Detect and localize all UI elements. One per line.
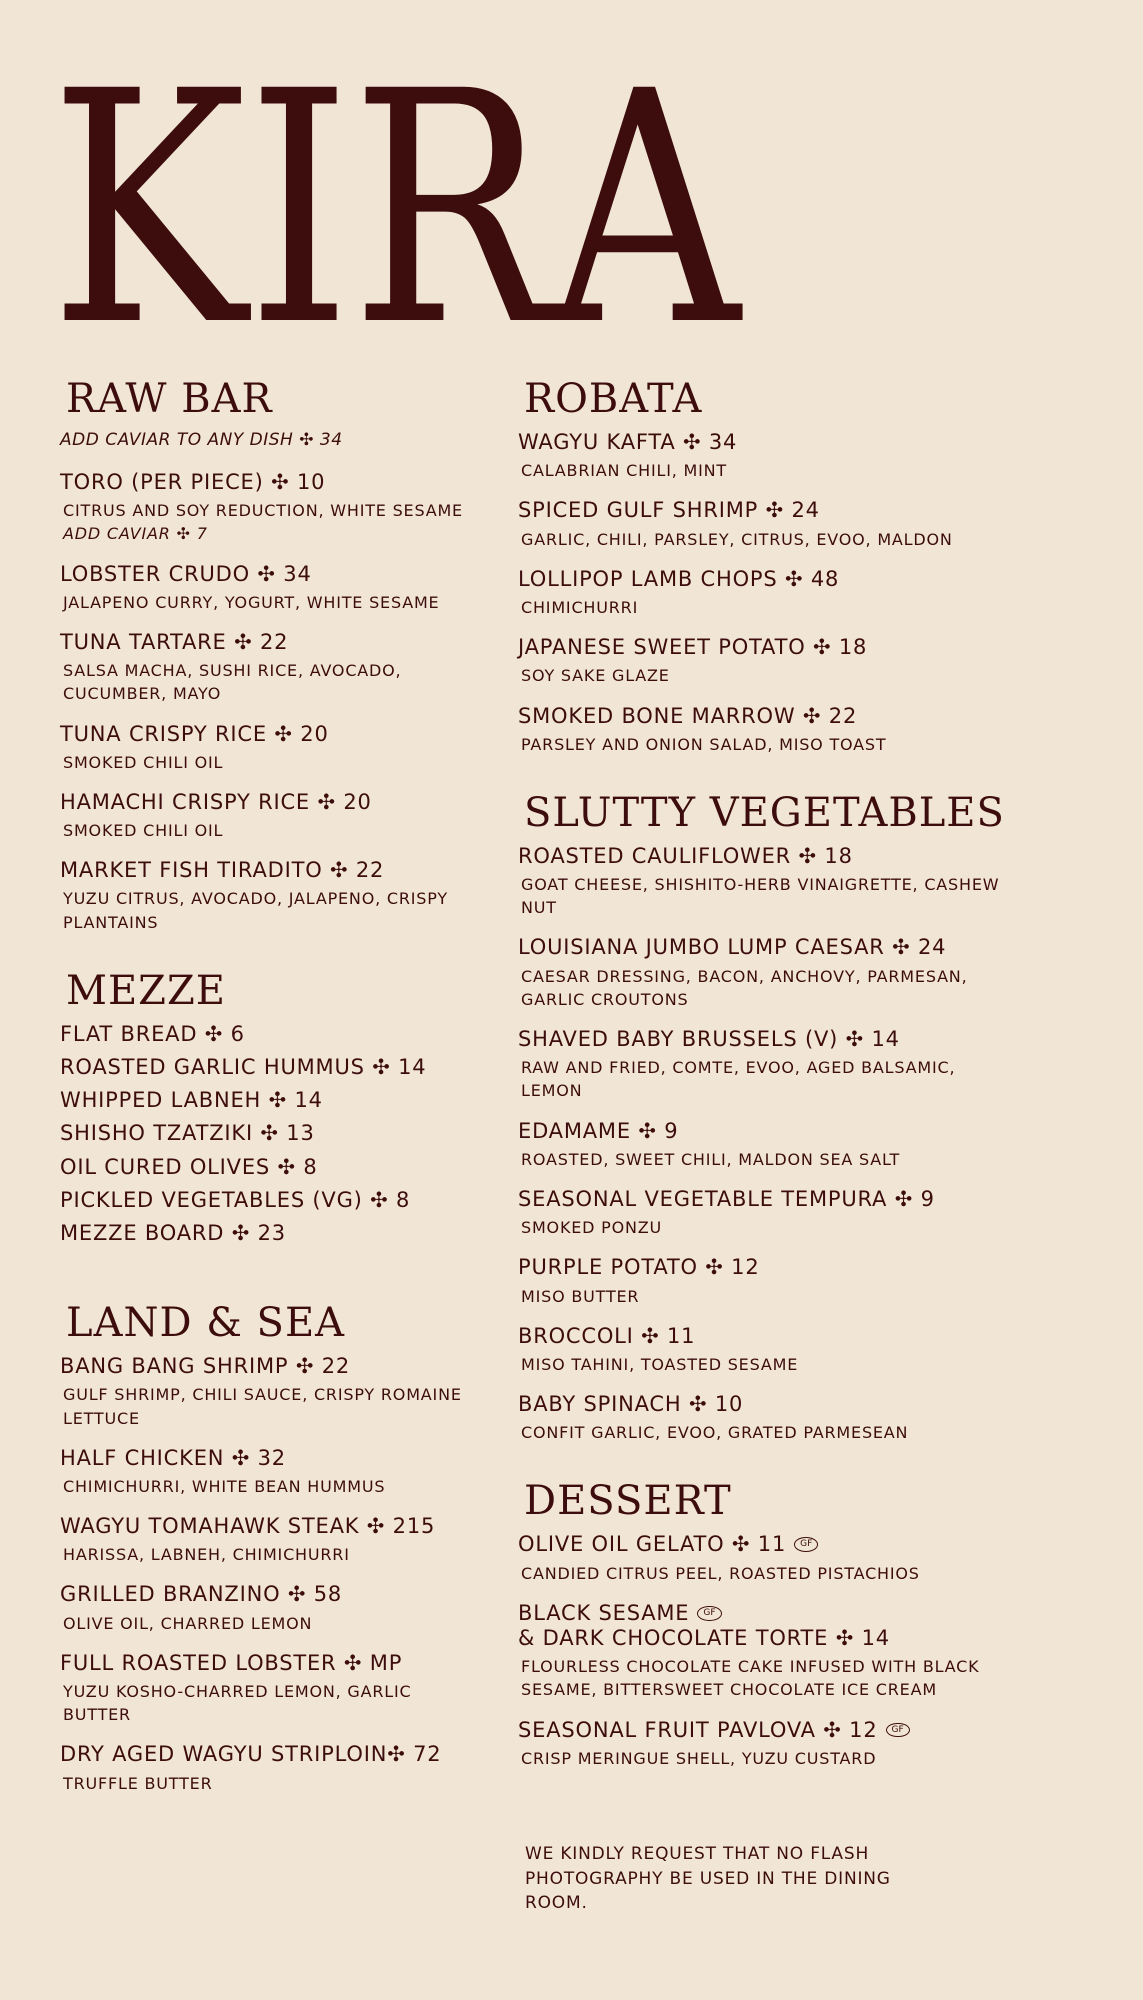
item-name: MEZZE BOARD ✣ 23: [60, 1220, 286, 1245]
section-title: ROBATA: [524, 376, 703, 422]
item-desc-text: CITRUS AND SOY REDUCTION, WHITE SESAME: [63, 501, 463, 521]
item-name-row: [518, 1718, 1018, 1743]
item-desc: YUZU CITRUS, AVOCADO, JALAPENO, CRISPY PLANTAINS: [63, 889, 448, 932]
item-desc: SOY SAKE GLAZE: [521, 666, 670, 686]
section-title: SLUTTY VEGETABLES: [524, 789, 1005, 836]
menu-item: [518, 1324, 1018, 1376]
menu-item: [518, 1027, 1018, 1103]
dessert-section: [518, 1480, 1018, 1770]
item-name: SHISHO TZATZIKI ✣ 13: [60, 1121, 315, 1146]
menu-item: [518, 1718, 1018, 1770]
menu-item: [60, 470, 480, 546]
menu-item: [60, 1088, 480, 1113]
item-desc: SMOKED PONZU: [521, 1218, 663, 1238]
menu-item: [60, 790, 480, 842]
item-name: BABY SPINACH ✣ 10: [518, 1392, 744, 1417]
item-name: SEASONAL VEGETABLE TEMPURA ✣ 9: [518, 1186, 935, 1211]
menu-item: [60, 630, 480, 706]
menu-item: [518, 1392, 1018, 1444]
item-name: DRY AGED WAGYU STRIPLOIN✣ 72: [60, 1742, 442, 1767]
item-name-line2: & DARK CHOCOLATE TORTE ✣ 14: [518, 1626, 890, 1650]
item-name: SHAVED BABY BRUSSELS (V) ✣ 14: [518, 1027, 900, 1051]
item-name: BANG BANG SHRIMP ✣ 22: [60, 1354, 351, 1379]
item-name: PICKLED VEGETABLES (VG) ✣ 8: [60, 1187, 411, 1212]
item-name: JAPANESE SWEET POTATO ✣ 18: [518, 635, 868, 660]
menu-item: [60, 1188, 480, 1213]
menu-item: [518, 704, 1018, 756]
land-sea-section: [60, 1302, 480, 1795]
item-name: MARKET FISH TIRADITO ✣ 22: [60, 858, 385, 883]
item-name: SEASONAL FRUIT PAVLOVA ✣ 12: [518, 1717, 878, 1742]
menu-item: [60, 1121, 480, 1146]
menu-item: [518, 1187, 1018, 1239]
section-title: RAW BAR: [66, 376, 273, 422]
menu-item: [60, 1155, 480, 1180]
flash-photography-notice: WE KINDLY REQUEST THAT NO FLASH PHOTOGRAPHY BE USED IN THE DINING ROOM.: [525, 1844, 891, 1914]
item-name-row: [518, 1532, 1018, 1557]
left-column: [60, 378, 480, 1811]
item-desc: OLIVE OIL, CHARRED LEMON: [63, 1613, 313, 1633]
slutty-vegetables-section: [518, 789, 1018, 1445]
logo-text: KIRA: [50, 80, 744, 340]
item-name: OIL CURED OLIVES ✣ 8: [60, 1154, 318, 1179]
item-desc: CHIMICHURRI: [521, 597, 639, 617]
item-name-row: [518, 1601, 1018, 1626]
menu-item: [518, 567, 1018, 619]
item-desc: SALSA MACHA, SUSHI RICE, AVOCADO, CUCUMBER, MAYO: [63, 661, 402, 704]
right-column: [518, 378, 1018, 1786]
item-desc: RAW AND FRIED, COMTE, EVOO, AGED BALSAMIC, LEMON: [521, 1058, 956, 1101]
menu-item: [518, 1119, 1018, 1171]
menu-item: [60, 1221, 480, 1246]
item-name: ROASTED GARLIC HUMMUS ✣ 14: [60, 1055, 427, 1079]
item-desc: HARISSA, LABNEH, CHIMICHURRI: [63, 1545, 350, 1565]
item-desc: CANDIED CITRUS PEEL, ROASTED PISTACHIOS: [521, 1563, 920, 1583]
menu-item: [60, 1354, 480, 1430]
gluten-free-badge: GF: [697, 1606, 721, 1621]
menu-item: [518, 498, 1018, 550]
item-name: TUNA CRISPY RICE ✣ 20: [60, 721, 329, 746]
item-desc: GULF SHRIMP, CHILI SAUCE, CRISPY ROMAINE LETTUCE: [63, 1385, 462, 1428]
raw-bar-note: ADD CAVIAR TO ANY DISH ✣ 34: [60, 430, 343, 450]
mezze-section: [60, 967, 480, 1246]
menu-item: [518, 1255, 1018, 1307]
item-name: LOUISIANA JUMBO LUMP CAESAR ✣ 24: [518, 935, 947, 960]
section-title: LAND & SEA: [66, 1300, 346, 1347]
item-desc: MISO BUTTER: [521, 1286, 640, 1306]
item-name: BROCCOLI ✣ 11: [518, 1323, 696, 1348]
item-desc: YUZU KOSHO-CHARRED LEMON, GARLIC BUTTER: [63, 1682, 412, 1725]
item-name: WAGYU KAFTA ✣ 34: [518, 430, 738, 454]
item-desc: FLOURLESS CHOCOLATE CAKE INFUSED WITH BLACK SESAME, BITTERSWEET CHOCOLATE ICE CREAM: [521, 1657, 980, 1700]
item-desc: MISO TAHINI, TOASTED SESAME: [521, 1354, 799, 1374]
item-desc: CHIMICHURRI, WHITE BEAN HUMMUS: [63, 1476, 386, 1496]
menu-item: [518, 1532, 1018, 1584]
menu-item: [60, 1742, 480, 1794]
menu-item: [518, 635, 1018, 687]
menu-item: [60, 1022, 480, 1047]
menu-item: [60, 1446, 480, 1498]
gluten-free-badge: GF: [886, 1723, 910, 1738]
raw-bar-section: [60, 378, 480, 934]
item-name: PURPLE POTATO ✣ 12: [518, 1255, 760, 1280]
item-name: BLACK SESAME: [518, 1600, 690, 1625]
kira-logo: [50, 80, 750, 340]
item-desc: PARSLEY AND ONION SALAD, MISO TOAST: [521, 734, 887, 754]
item-name: EDAMAME ✣ 9: [518, 1118, 679, 1143]
menu-item: [518, 844, 1018, 920]
item-name: TUNA TARTARE ✣ 22: [60, 629, 289, 654]
robata-section: [518, 378, 1018, 756]
item-name: SPICED GULF SHRIMP ✣ 24: [518, 498, 820, 523]
item-name: WAGYU TOMAHAWK STEAK ✣ 215: [60, 1514, 436, 1539]
item-addon: ADD CAVIAR ✣ 7: [63, 524, 208, 544]
section-title: MEZZE: [66, 967, 226, 1014]
menu-item: [60, 562, 480, 614]
menu-item: [518, 935, 1018, 1011]
item-desc: SMOKED CHILI OIL: [63, 752, 224, 772]
item-name: FULL ROASTED LOBSTER ✣ MP: [60, 1650, 403, 1675]
menu-item: [60, 858, 480, 934]
menu-item: [518, 1601, 1018, 1702]
menu-item: [60, 1514, 480, 1566]
item-name: TORO (PER PIECE) ✣ 10: [60, 470, 326, 494]
item-desc: CONFIT GARLIC, EVOO, GRATED PARMESEAN: [521, 1423, 909, 1443]
item-desc: SMOKED CHILI OIL: [63, 821, 224, 841]
menu-item: [518, 430, 1018, 482]
item-desc: CRISP MERINGUE SHELL, YUZU CUSTARD: [521, 1748, 877, 1768]
item-desc: GOAT CHEESE, SHISHITO-HERB VINAIGRETTE, CASHEW NUT: [521, 875, 1000, 918]
item-name: WHIPPED LABNEH ✣ 14: [60, 1088, 323, 1113]
item-name: LOLLIPOP LAMB CHOPS ✣ 48: [518, 566, 840, 591]
item-name: HAMACHI CRISPY RICE ✣ 20: [60, 789, 372, 814]
item-desc: CALABRIAN CHILI, MINT: [521, 461, 727, 481]
menu-item: [60, 1582, 480, 1634]
item-name: SMOKED BONE MARROW ✣ 22: [518, 703, 858, 728]
item-name: LOBSTER CRUDO ✣ 34: [60, 561, 312, 586]
item-desc: CAESAR DRESSING, BACON, ANCHOVY, PARMESAN, GARLIC CROUTONS: [521, 966, 968, 1009]
item-name: ROASTED CAULIFLOWER ✣ 18: [518, 843, 853, 868]
menu-item: [60, 722, 480, 774]
item-name: HALF CHICKEN ✣ 32: [60, 1445, 286, 1470]
item-name: OLIVE OIL GELATO ✣ 11: [518, 1532, 787, 1557]
menu-item: [60, 1651, 480, 1727]
gluten-free-badge: GF: [794, 1537, 818, 1552]
item-desc: JALAPENO CURRY, YOGURT, WHITE SESAME: [63, 592, 440, 612]
item-desc: [60, 499, 480, 545]
item-name: GRILLED BRANZINO ✣ 58: [60, 1582, 343, 1607]
section-title: DESSERT: [524, 1478, 732, 1525]
item-desc: ROASTED, SWEET CHILI, MALDON SEA SALT: [521, 1149, 901, 1169]
menu-item: [60, 1055, 480, 1080]
item-desc: GARLIC, CHILI, PARSLEY, CITRUS, EVOO, MALDON: [521, 529, 953, 549]
item-name: FLAT BREAD ✣ 6: [60, 1021, 245, 1046]
item-desc: TRUFFLE BUTTER: [63, 1773, 213, 1793]
